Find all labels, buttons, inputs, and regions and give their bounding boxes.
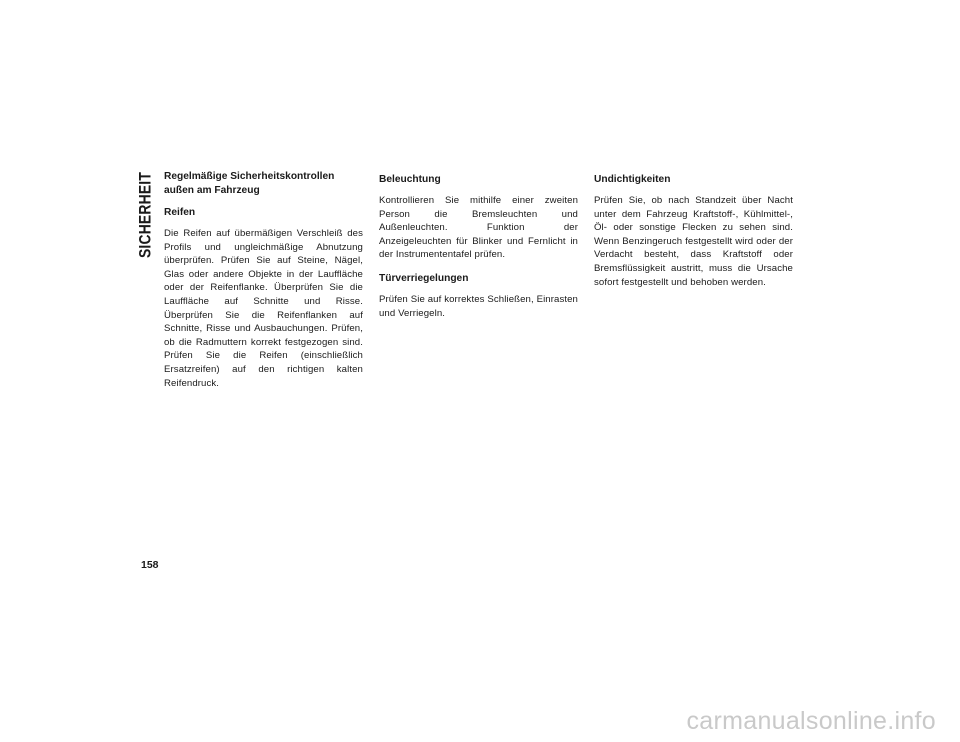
column-1 <box>164 170 363 400</box>
section-side-tab-label: SICHERHEIT <box>135 171 154 259</box>
watermark-text: carmanualsonline.info <box>686 707 936 735</box>
paragraph-tuerverriegelungen: Prüfen Sie auf korrektes Schließen, Einrasten und Verriegeln. <box>379 293 578 319</box>
heading-reifen: Reifen <box>164 207 196 218</box>
section-side-tab <box>130 168 160 262</box>
heading-undichtigkeiten: Undichtigkeiten <box>594 174 671 185</box>
paragraph-beleuchtung: Kontrollieren Sie mithilfe einer zweiten Person die Bremsleuchten und Außenleuchten. Funktion der Anzeigeleuchten für Blinker und Fernlicht in der Instrumententafel prüfen. <box>379 195 578 261</box>
page-number: 158 <box>141 559 159 571</box>
heading-beleuchtung: Beleuchtung <box>379 174 441 185</box>
paragraph-undichtigkeiten: Prüfen Sie, ob nach Standzeit über Nacht unter dem Fahrzeug Kraftstoff-, Kühlmittel-, Öl- oder sonstige Flecken zu sehen sind. Wenn Benzingeruch festgestellt wird oder der Verdacht besteht, dass Kraftstoff oder Bremsflüssigkeit austritt, muss die Ursache sofort festgestellt und behoben werden. <box>594 195 793 288</box>
paragraph-reifen: Die Reifen auf übermäßigen Verschleiß des Profils und ungleichmäßige Abnutzung überprüfen. Prüfen Sie auf Steine, Nägel, Glas oder andere Objekte in der Lauffläche oder der Reifenflanke. Überprüfen Sie die Lauffläche auf Schnitte und Risse. Überprüfen Sie die Reifenflanken auf Schnitte, Risse und Ausbauchungen. Prüfen, ob die Radmuttern korrekt festgezogen sind. Prüfen Sie die Reifen (einschließlich Ersatzreifen) auf den richtigen kalten Reifendruck. <box>164 228 363 389</box>
main-heading: Regelmäßige Sicherheitskontrollen außen am Fahrzeug <box>164 171 335 196</box>
column-3 <box>594 170 793 299</box>
heading-tuerverriegelungen: Türverriegelungen <box>379 272 469 284</box>
column-2 <box>379 170 578 330</box>
